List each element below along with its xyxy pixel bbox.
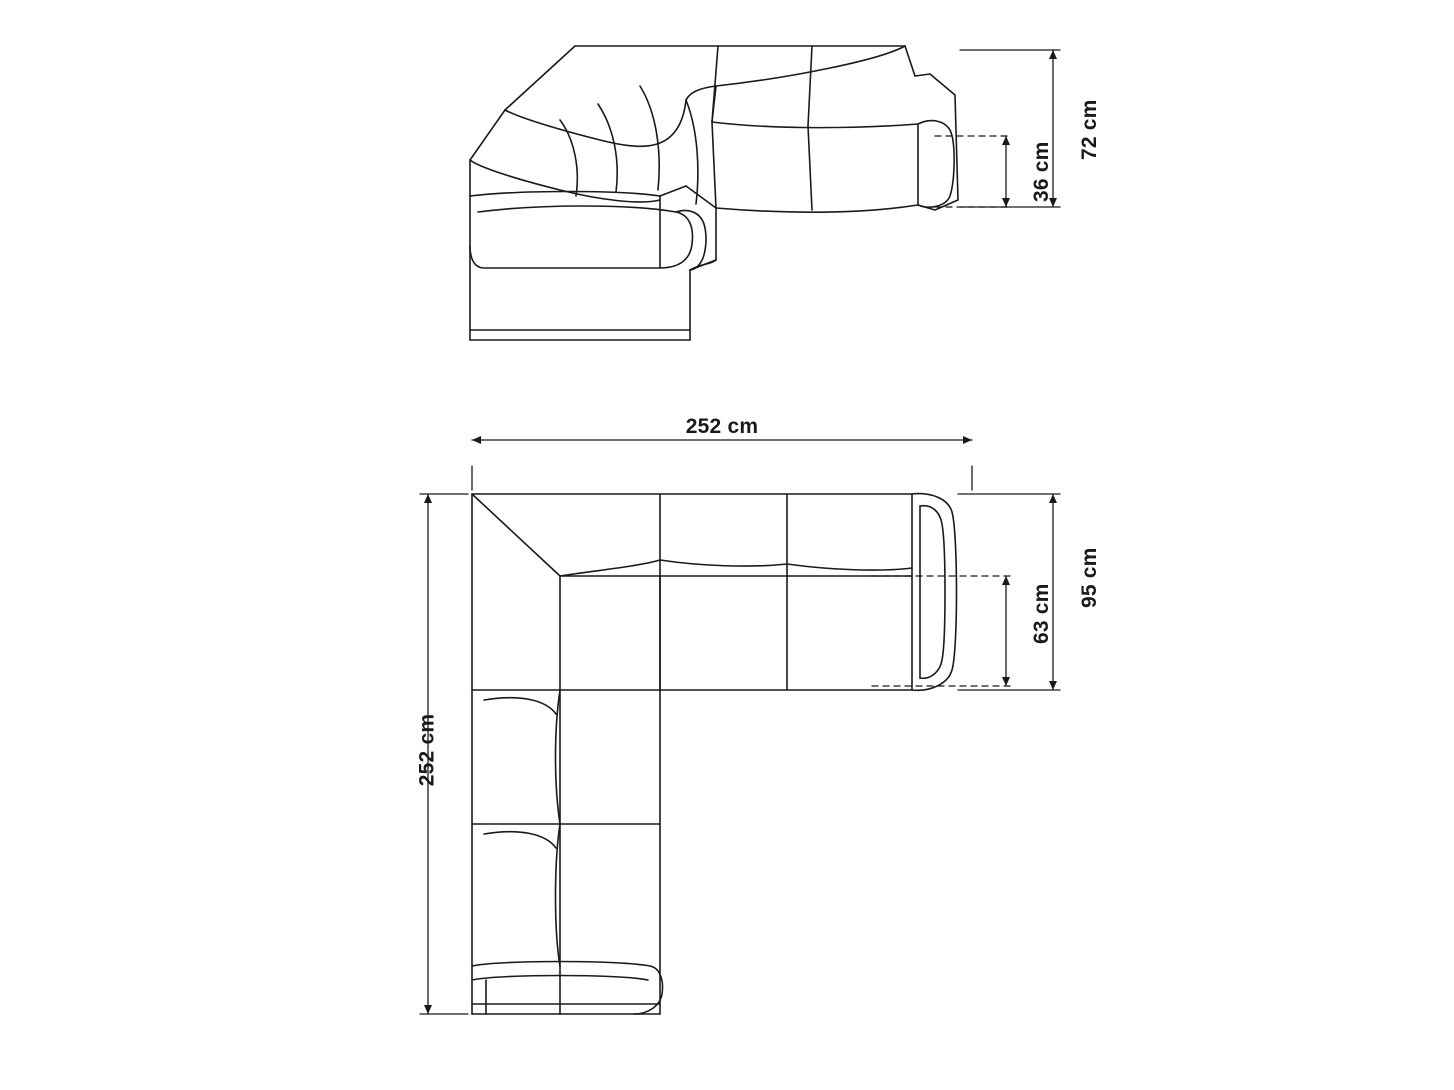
dim-36 [935,136,1012,207]
top-view-sofa [472,494,957,1014]
dimension-label-height-72: 72 cm [1078,99,1101,160]
dimension-label-width-252: 252 cm [685,415,759,438]
dimension-label-module-depth-95: 95 cm [1078,547,1101,608]
dimension-label-depth-252: 252 cm [415,713,439,787]
dim-252-width [472,436,972,490]
perspective-sofa [470,46,958,340]
dimension-label-seat-height-36: 36 cm [1030,141,1053,202]
dimension-label-seat-depth-63: 63 cm [1030,583,1053,644]
dim-63 [872,576,1012,686]
